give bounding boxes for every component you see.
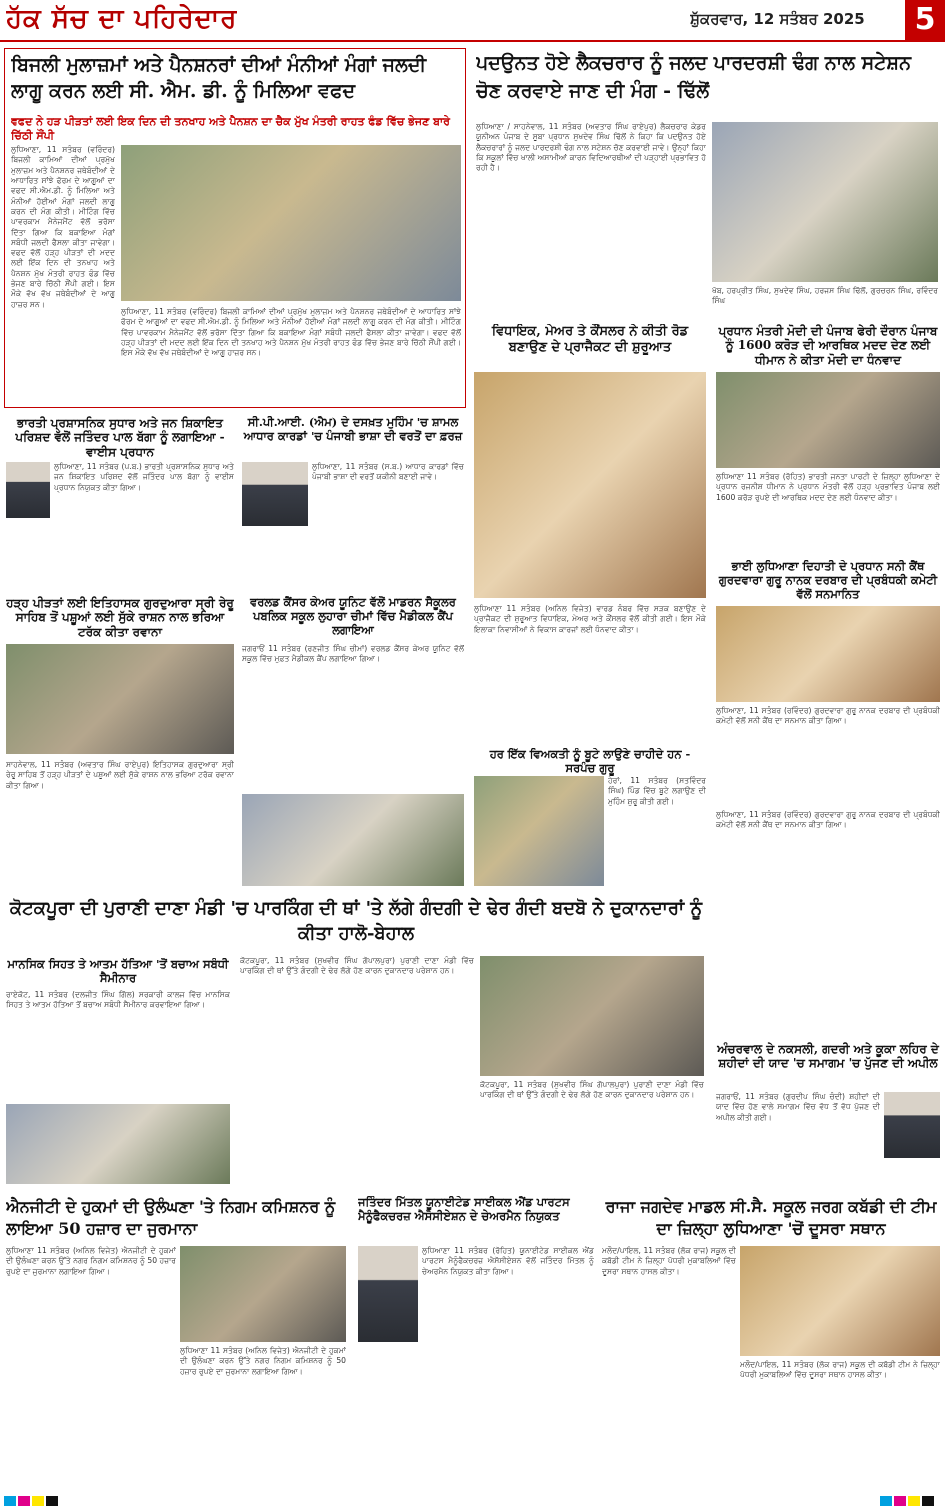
article-body-continued: ਲੁਧਿਆਣਾ 11 ਸਤੰਬਰ (ਅਨਿਲ ਵਿਜੇਤ) ਐਨਜੀਟੀ ਦੇ ਹੁਕਮਾਂ ਦੀ ਉਲੰਘਣਾ ਕਰਨ ਉੱਤੇ ਨਗਰ ਨਿਗਮ ਕਮਿਸ਼ਨਰ ਨੂੰ 50 ਹਜ਼ਾਰ ਰੁਪਏ ਦਾ ਜੁਰਮਾਨਾ ਲਗਾਇਆ ਗਿਆ। [180,1346,346,1376]
honour-photo [716,606,940,702]
article-body-continued: ਕੋਟਕਪੂਰਾ, 11 ਸਤੰਬਰ (ਸੁਖਵੀਰ ਸਿੰਘ ਗੋਪਾਲਪੁਰਾ) ਪੁਰਾਣੀ ਦਾਣਾ ਮੰਡੀ ਵਿੱਚ ਪਾਰਕਿੰਗ ਦੀ ਥਾਂ ਉੱਤੇ ਗੰਦਗੀ ਦੇ ਢੇਰ ਲੱਗੇ ਹੋਣ ਕਾਰਨ ਦੁਕਾਨਦਾਰ ਪਰੇਸ਼ਾਨ ਹਨ। [480,1080,704,1100]
article-headline: ਕੋਟਕਪੂਰਾ ਦੀ ਪੁਰਾਣੀ ਦਾਣਾ ਮੰਡੀ 'ਚ ਪਾਰਕਿੰਗ ਦੀ ਥਾਂ 'ਤੇ ਲੱਗੇ ਗੰਦਗੀ ਦੇ ਢੇਰ ਗੰਦੀ ਬਦਬੋ ਨੇ ਦੁਕਾਨਦਾਰਾਂ ਨੂੰ ਕੀਤਾ ਹਾਲੋ-ਬੇਹਾਲ [9,898,703,945]
newspaper-logo: ਹੱਕ ਸੱਚ ਦਾ ਪਹਿਰੇਦਾਰ [6,4,238,34]
article-headline: ਪ੍ਰਧਾਨ ਮੰਤਰੀ ਮੋਦੀ ਦੀ ਪੰਜਾਬ ਫੇਰੀ ਦੌਰਾਨ ਪੰਜਾਬ ਨੂੰ 1600 ਕਰੋੜ ਦੀ ਆਰਥਿਕ ਮਦਦ ਦੇਣ ਲਈ ਧੀਮਾਨ ਨੇ ਕੀਤਾ ਮੋਦੀ ਦਾ ਧੰਨਵਾਦ [718,324,938,367]
article-body: ਜਗਰਾਓਂ, 11 ਸਤੰਬਰ (ਗੁਰਦੀਪ ਸਿੰਘ ਚੰਦੀ) ਸ਼ਹੀਦਾਂ ਦੀ ਯਾਦ ਵਿੱਚ ਹੋਣ ਵਾਲੇ ਸਮਾਗਮ ਵਿੱਚ ਵੱਧ ਤੋਂ ਵੱਧ ਪੁੱਜਣ ਦੀ ਅਪੀਲ ਕੀਤੀ ਗਈ। [716,1092,880,1122]
article-body: ਰਾਏਕੋਟ, 11 ਸਤੰਬਰ (ਦਲਜੀਤ ਸਿੰਘ ਗਿੱਲ) ਸਰਕਾਰੀ ਕਾਲਜ ਵਿੱਚ ਮਾਨਸਿਕ ਸਿਹਤ ਤੇ ਆਤਮ ਹੱਤਿਆ ਤੋਂ ਬਚਾਅ ਸਬੰਧੀ ਸੈਮੀਨਾਰ ਕਰਵਾਇਆ ਗਿਆ। [6,990,230,1010]
article-body: ਲੁਧਿਆਣਾ, 11 ਸਤੰਬਰ (ਰਵਿੰਦਰ) ਗੁਰਦਵਾਰਾ ਗੁਰੂ ਨਾਨਕ ਦਰਬਾਰ ਦੀ ਪ੍ਰਬੰਧਕੀ ਕਮੇਟੀ ਵੱਲੋਂ ਸਨੀ ਕੈਂਥ ਦਾ ਸਨਮਾਨ ਕੀਤਾ ਗਿਆ। [716,706,940,726]
article-kabaddi [600,1194,942,1488]
article-body: ਲੁਧਿਆਣਾ 11 ਸਤੰਬਰ (ਅਨਿਲ ਵਿਜੇਤ) ਵਾਰਡ ਨੰਬਰ ਵਿੱਚ ਸੜਕ ਬਣਾਉਣ ਦੇ ਪ੍ਰਾਜੈਕਟ ਦੀ ਸ਼ੁਰੂਆਤ ਵਿਧਾਇਕ, ਮੇਅਰ ਅਤੇ ਕੌਂਸਲਰ ਵੱਲੋਂ ਕੀਤੀ ਗਈ। ਇਸ ਮੌਕੇ ਇਲਾਕਾ ਨਿਵਾਸੀਆਂ ਨੇ ਵਿਕਾਸ ਕਾਰਜਾਂ ਲਈ ਧੰਨਵਾਦ ਕੀਤਾ। [474,604,706,634]
article-body: ਹੇਰਾਂ, 11 ਸਤੰਬਰ (ਸਤਵਿੰਦਰ ਸਿੰਘ) ਪਿੰਡ ਵਿੱਚ ਬੂਟੇ ਲਗਾਉਣ ਦੀ ਮੁਹਿੰਮ ਸ਼ੁਰੂ ਕੀਤੀ ਗਈ। [608,776,706,806]
photo-caption: ਖੱਬ, ਹਰਪ੍ਰੀਤ ਸਿੰਘ, ਸੁਖਦੇਵ ਸਿੰਘ, ਹਰਜਸ ਸਿੰਘ ਢਿੱਲੋਂ, ਗੁਰਚਰਨ ਸਿੰਘ, ਰਵਿੰਦਰ ਸਿੰਘ [712,286,938,306]
article-body-continued: ਲੁਧਿਆਣਾ, 11 ਸਤੰਬਰ (ਵਰਿੰਦਰ) ਬਿਜਲੀ ਕਾਮਿਆਂ ਦੀਆਂ ਪ੍ਰਮੁੱਖ ਮੁਲਾਜ਼ਮ ਅਤੇ ਪੈਨਸ਼ਨਰ ਜਥੇਬੰਦੀਆਂ ਦੇ ਆਧਾਰਿਤ ਸਾਂਝੇ ਫੋਰਮ ਦੇ ਆਗੂਆਂ ਦਾ ਵਫਦ ਸੀ.ਐਮ.ਡੀ. ਨੂੰ ਮਿਲਿਆ ਅਤੇ ਮੰਨੀਆਂ ਹੋਈਆਂ ਮੰਗਾਂ ਜਲਦੀ ਲਾਗੂ ਕਰਨ ਦੀ ਮੰਗ ਕੀਤੀ। ਮੀਟਿੰਗ ਵਿੱਚ ਪਾਵਰਕਾਮ ਮੈਨੇਜਮੈਂਟ ਵੱਲੋਂ ਭਰੋਸਾ ਦਿੱਤਾ ਗਿਆ ਕਿ ਬਕਾਇਆ ਮੰਗਾਂ ਸਬੰਧੀ ਜਲਦੀ ਫੈਸਲਾ ਕੀਤਾ ਜਾਵੇਗਾ। ਵਫਦ ਵੱਲੋਂ ਹੜ੍ਹ ਪੀੜਤਾਂ ਦੀ ਮਦਦ ਲਈ ਇੱਕ ਦਿਨ ਦੀ ਤਨਖਾਹ ਅਤੇ ਪੈਨਸ਼ਨ ਮੁੱਖ ਮੰਤਰੀ ਰਾਹਤ ਫੰਡ ਵਿੱਚ ਭੇਜਣ ਬਾਰੇ ਚਿੱਠੀ ਸੌਂਪੀ ਗਈ। ਇਸ ਮੌਕੇ ਵੱਖ ਵੱਖ ਜਥੇਬੰਦੀਆਂ ਦੇ ਆਗੂ ਹਾਜ਼ਰ ਸਨ। [121,307,461,358]
article-body: ਸਾਹਨੇਵਾਲ, 11 ਸਤੰਬਰ (ਅਵਤਾਰ ਸਿੰਘ ਰਾਏਪੁਰ) ਇਤਿਹਾਸਕ ਗੁਰਦੁਆਰਾ ਸ੍ਰੀ ਰੇਰੂ ਸਾਹਿਬ ਤੋਂ ਹੜ੍ਹ ਪੀੜਤਾਂ ਦੇ ਪਸ਼ੂਆਂ ਲਈ ਸੁੱਕੇ ਰਾਸ਼ਨ ਨਾਲ ਭਰਿਆ ਟਰੱਕ ਰਵਾਨਾ ਕੀਤਾ ਗਿਆ। [6,760,234,790]
article-headline: ਅੰਚਰਵਾਲ ਦੇ ਨਕਸਲੀ, ਗਦਰੀ ਅਤੇ ਕੂਕਾ ਲਹਿਰ ਦੇ ਸ਼ਹੀਦਾਂ ਦੀ ਯਾਦ 'ਚ ਸਮਾਗਮ 'ਚ ਪੁੱਜਣ ਦੀ ਅਪੀਲ [717,1042,939,1071]
article-bijli [4,48,466,408]
truck-photo [6,644,234,754]
article-headline: ਭਾਰਤੀ ਪ੍ਰਸ਼ਾਸਨਿਕ ਸੁਧਾਰ ਅਤੇ ਜਨ ਸ਼ਿਕਾਇਤ ਪਰਿਸ਼ਦ ਵੱਲੋਂ ਜਤਿੰਦਰ ਪਾਲ ਬੱਗਾ ਨੂੰ ਲਗਾਇਆ - ਵਾਈਸ ਪ੍ਰਧਾਨ [15,416,225,459]
article-headline: ਸੀ.ਪੀ.ਆਈ. (ਐਮ) ਦੇ ਦਸਖ਼ਤ ਮੁਹਿੰਮ 'ਚ ਸ਼ਾਮਲ ਆਧਾਰ ਕਾਰਡਾਂ 'ਚ ਪੰਜਾਬੀ ਭਾਸ਼ਾ ਦੀ ਵਰਤੋਂ ਦਾ ਫ਼ਰਜ਼ [243,416,463,443]
portrait-photo [884,1092,940,1158]
article-modi [714,322,942,554]
article-body: ਲੁਧਿਆਣਾ 11 ਸਤੰਬਰ (ਰੋਹਿਤ) ਯੂਨਾਈਟੇਡ ਸਾਈਕਲ ਐਂਡ ਪਾਰਟਸ ਮੈਨੂੰਫੈਕਚਰਜ਼ ਐਸੋਸੀਏਸ਼ਨ ਵੱਲੋਂ ਜਤਿੰਦਰ ਮਿੱਤਲ ਨੂੰ ਚੇਅਰਮੈਨ ਨਿਯੁਕਤ ਕੀਤਾ ਗਿਆ। [422,1246,594,1276]
article-headline: ਰਾਜਾ ਜਗਦੇਵ ਮਾਡਲ ਸੀ.ਸੈ. ਸਕੂਲ ਜਰਗ ਕਬੱਡੀ ਦੀ ਟੀਮ ਦਾ ਜ਼ਿਲ੍ਹਾ ਲੁਧਿਆਣਾ 'ਚੋਂ ਦੂਸਰਾ ਸਥਾਨ [605,1197,937,1238]
article-body: ਲੁਧਿਆਣਾ 11 ਸਤੰਬਰ (ਰੋਹਿਤ) ਭਾਰਤੀ ਜਨਤਾ ਪਾਰਟੀ ਦੇ ਜ਼ਿਲ੍ਹਾ ਲੁਧਿਆਣਾ ਦੇ ਪ੍ਰਧਾਨ ਰਜਨੀਸ਼ ਧੀਮਾਨ ਨੇ ਪ੍ਰਧਾਨ ਮੰਤਰੀ ਵੱਲੋਂ ਹੜ੍ਹ ਪ੍ਰਭਾਵਿਤ ਪੰਜਾਬ ਲਈ 1600 ਕਰੋੜ ਰੁਪਏ ਦੀ ਆਰਥਿਕ ਮਦਦ ਦੇਣ ਲਈ ਧੰਨਵਾਦ ਕੀਤਾ। [716,472,940,502]
seminar-photo [6,1104,230,1184]
article-headline: ਵਿਧਾਇਕ, ਮੇਅਰ ਤੇ ਕੌਂਸਲਰ ਨੇ ਕੀਤੀ ਰੋਡ ਬਣਾਉਣ ਦੇ ਪ੍ਰਾਜੈਕਟ ਦੀ ਸ਼ੁਰੂਆਤ [491,324,689,355]
article-body: ਕੋਟਕਪੂਰਾ, 11 ਸਤੰਬਰ (ਸੁਖਵੀਰ ਸਿੰਘ ਗੋਪਾਲਪੁਰਾ) ਪੁਰਾਣੀ ਦਾਣਾ ਮੰਡੀ ਵਿੱਚ ਪਾਰਕਿੰਗ ਦੀ ਥਾਂ ਉੱਤੇ ਗੰਦਗੀ ਦੇ ਢੇਰ ਲੱਗੇ ਹੋਣ ਕਾਰਨ ਦੁਕਾਨਦਾਰ ਪਰੇਸ਼ਾਨ ਹਨ। [240,956,474,976]
article-headline: ਐਨਜੀਟੀ ਦੇ ਹੁਕਮਾਂ ਦੀ ਉਲੰਘਣਾ 'ਤੇ ਨਿਗਮ ਕਮਿਸ਼ਨਰ ਨੂੰ ਲਾਇਆ 50 ਹਜ਼ਾਰ ਦਾ ਜੁਰਮਾਨਾ [6,1197,336,1238]
article-body: ਲੁਧਿਆਣਾ, 11 ਸਤੰਬਰ (ਸ.ਬ.) ਆਧਾਰ ਕਾਰਡਾਂ ਵਿੱਚ ਪੰਜਾਬੀ ਭਾਸ਼ਾ ਦੀ ਵਰਤੋਂ ਯਕੀਨੀ ਬਣਾਈ ਜਾਵੇ। [312,462,464,482]
group-photo [712,122,938,282]
article-shaheed [714,808,942,1180]
team-photo [740,1246,940,1356]
article-bharti [4,414,236,590]
article-body-preceding: ਲੁਧਿਆਣਾ, 11 ਸਤੰਬਰ (ਰਵਿੰਦਰ) ਗੁਰਦਵਾਰਾ ਗੁਰੂ ਨਾਨਕ ਦਰਬਾਰ ਦੀ ਪ੍ਰਬੰਧਕੀ ਕਮੇਟੀ ਵੱਲੋਂ ਸਨੀ ਕੈਂਥ ਦਾ ਸਨਮਾਨ ਕੀਤਾ ਗਿਆ। [716,810,940,830]
article-trees [472,746,708,890]
article-body: ਲੁਧਿਆਣਾ, 11 ਸਤੰਬਰ (ਪ.ਬ.) ਭਾਰਤੀ ਪ੍ਰਸ਼ਾਸਨਿਕ ਸੁਧਾਰ ਅਤੇ ਜਨ ਸ਼ਿਕਾਇਤ ਪਰਿਸ਼ਦ ਵੱਲੋਂ ਜਤਿੰਦਰ ਪਾਲ ਬੱਗਾ ਨੂੰ ਵਾਈਸ ਪ੍ਰਧਾਨ ਨਿਯੁਕਤ ਕੀਤਾ ਗਿਆ। [54,462,234,492]
article-headline: ਜਤਿੰਦਰ ਮਿੱਤਲ ਯੂਨਾਈਟੇਡ ਸਾਈਕਲ ਐਂਡ ਪਾਰਟਸ ਮੈਨੂੰਫੈਕਚਰਜ਼ ਐਸੋਸੀਏਸ਼ਨ ਦੇ ਚੇਅਰਮੈਨ ਨਿਯੁਕਤ [358,1196,570,1223]
article-headline: ਪਦਉਨਤ ਹੋਏ ਲੈਕਚਰਾਰ ਨੂੰ ਜਲਦ ਪਾਰਦਰਸ਼ੀ ਢੰਗ ਨਾਲ ਸਟੇਸ਼ਨ ਚੋਣ ਕਰਵਾਏ ਜਾਣ ਦੀ ਮੰਗ - ਢਿੱਲੋਂ [476,52,911,102]
article-body-continued: ਮਲੌਦ/ਪਾਇਲ, 11 ਸਤੰਬਰ (ਲੋਕ ਰਾਜ) ਸਕੂਲ ਦੀ ਕਬੱਡੀ ਟੀਮ ਨੇ ਜ਼ਿਲ੍ਹਾ ਪੱਧਰੀ ਮੁਕਾਬਲਿਆਂ ਵਿੱਚ ਦੂਸਰਾ ਸਥਾਨ ਹਾਸਲ ਕੀਤਾ। [740,1360,940,1380]
leaders-photo [716,372,940,468]
site-photo [180,1246,346,1342]
event-photo [474,372,706,598]
article-headline: ਹੜ੍ਹ ਪੀੜਤਾਂ ਲਈ ਇਤਿਹਾਸਕ ਗੁਰਦੁਆਰਾ ਸ੍ਰੀ ਰੇਰੂ ਸਾਹਿਬ ਤੋਂ ਪਸ਼ੂਆਂ ਲਈ ਸੁੱਕੇ ਰਾਸ਼ਨ ਨਾਲ ਭਰਿਆ ਟਰੱਕ ਕੀਤਾ ਰਵਾਨਾ [6,596,234,639]
portrait-photo [6,462,50,518]
article-cancer [240,594,466,890]
article-bhai [714,558,942,804]
article-body: ਮਲੌਦ/ਪਾਇਲ, 11 ਸਤੰਬਰ (ਲੋਕ ਰਾਜ) ਸਕੂਲ ਦੀ ਕਬੱਡੀ ਟੀਮ ਨੇ ਜ਼ਿਲ੍ਹਾ ਪੱਧਰੀ ਮੁਕਾਬਲਿਆਂ ਵਿੱਚ ਦੂਸਰਾ ਸਥਾਨ ਹਾਸਲ ਕੀਤਾ। [602,1246,736,1276]
article-gurdwara [4,594,236,894]
article-vidhayak [472,322,708,742]
article-headline: ਮਾਨਸਿਕ ਸਿਹਤ ਤੇ ਆਤਮ ਹੱਤਿਆ 'ਤੋਂ ਬਚਾਅ ਸਬੰਧੀ ਸੈਮੀਨਾਰ [7,958,229,985]
article-headline: ਭਾਈ ਲੁਧਿਆਣਾ ਦਿਹਾਤੀ ਦੇ ਪ੍ਰਧਾਨ ਸਨੀ ਕੈਂਥ ਗੁਰਦਵਾਰਾ ਗੁਰੂ ਨਾਨਕ ਦਰਬਾਰ ਦੀ ਪ੍ਰਬੰਧਕੀ ਕਮੇਟੀ ਵੱਲੋਂ ਸਨਮਾਨਿਤ [718,560,938,601]
color-swatches-left [4,1493,64,1506]
masthead [0,0,945,42]
article-cpi [240,414,466,590]
article-headline: ਬਿਜਲੀ ਮੁਲਾਜ਼ਮਾਂ ਅਤੇ ਪੈਨਸ਼ਨਰਾਂ ਦੀਆਂ ਮੰਨੀਆਂ ਮੰਗਾਂ ਜਲਦੀ ਲਾਗੂ ਕਰਨ ਲਈ ਸੀ. ਐਮ. ਡੀ. ਨੂੰ ਮਿਲਿਆ ਵਫਦ [11,54,427,102]
article-body: ਲੁਧਿਆਣਾ, 11 ਸਤੰਬਰ (ਵਰਿੰਦਰ) ਬਿਜਲੀ ਕਾਮਿਆਂ ਦੀਆਂ ਪ੍ਰਮੁੱਖ ਮੁਲਾਜ਼ਮ ਅਤੇ ਪੈਨਸ਼ਨਰ ਜਥੇਬੰਦੀਆਂ ਦੇ ਆਧਾਰਿਤ ਸਾਂਝੇ ਫੋਰਮ ਦੇ ਆਗੂਆਂ ਦਾ ਵਫਦ ਸੀ.ਐਮ.ਡੀ. ਨੂੰ ਮਿਲਿਆ ਅਤੇ ਮੰਨੀਆਂ ਹੋਈਆਂ ਮੰਗਾਂ ਜਲਦੀ ਲਾਗੂ ਕਰਨ ਦੀ ਮੰਗ ਕੀਤੀ। ਮੀਟਿੰਗ ਵਿੱਚ ਪਾਵਰਕਾਮ ਮੈਨੇਜਮੈਂਟ ਵੱਲੋਂ ਭਰੋਸਾ ਦਿੱਤਾ ਗਿਆ ਕਿ ਬਕਾਇਆ ਮੰਗਾਂ ਸਬੰਧੀ ਜਲਦੀ ਫੈਸਲਾ ਕੀਤਾ ਜਾਵੇਗਾ। ਵਫਦ ਵੱਲੋਂ ਹੜ੍ਹ ਪੀੜਤਾਂ ਦੀ ਮਦਦ ਲਈ ਇੱਕ ਦਿਨ ਦੀ ਤਨਖਾਹ ਅਤੇ ਪੈਨਸ਼ਨ ਮੁੱਖ ਮੰਤਰੀ ਰਾਹਤ ਫੰਡ ਵਿੱਚ ਭੇਜਣ ਬਾਰੇ ਚਿੱਠੀ ਸੌਂਪੀ ਗਈ। ਇਸ ਮੌਕੇ ਵੱਖ ਵੱਖ ਜਥੇਬੰਦੀਆਂ ਦੇ ਆਗੂ ਹਾਜ਼ਰ ਸਨ। [11,145,115,309]
article-headline: ਹਰ ਇੱਕ ਵਿਅਕਤੀ ਨੂੰ ਬੂਟੇ ਲਾਉਣੇ ਚਾਹੀਦੇ ਹਨ - ਸਰਪੰਚ ਗੁਰੂ [489,748,691,775]
article-cycle [356,1194,596,1488]
article-subhead: ਵਫਦ ਨੇ ਹੜ ਪੀੜਤਾਂ ਲਈ ਇਕ ਦਿਨ ਦੀ ਤਨਖਾਹ ਅਤੇ ਪੈਨਸ਼ਨ ਦਾ ਚੈਕ ਮੁੱਖ ਮੰਤਰੀ ਰਾਹਤ ਫੰਡ ਵਿੱਚ ਭੇਜਣ ਬਾਰੇ ਚਿੱਠੀ ਸੌਂਪੀ [11,115,450,142]
camp-photo [242,794,464,886]
article-body: ਲੁਧਿਆਣਾ / ਸਾਹਨੇਵਾਲ, 11 ਸਤੰਬਰ (ਅਵਤਾਰ ਸਿੰਘ ਰਾਏਪੁਰ) ਲੈਕਚਰਾਰ ਕੇਡਰ ਯੂਨੀਅਨ ਪੰਜਾਬ ਦੇ ਸੂਬਾ ਪ੍ਰਧਾਨ ਸੁਖਦੇਵ ਸਿੰਘ ਢਿੱਲੋਂ ਨੇ ਕਿਹਾ ਕਿ ਪਦਉਨਤ ਹੋਏ ਲੈਕਚਰਾਰਾਂ ਨੂੰ ਜਲਦ ਪਾਰਦਰਸ਼ੀ ਢੰਗ ਨਾਲ ਸਟੇਸ਼ਨ ਚੋਣ ਕਰਵਾਈ ਜਾਵੇ। ਉਨ੍ਹਾਂ ਕਿਹਾ ਕਿ ਸਕੂਲਾਂ ਵਿੱਚ ਖਾਲੀ ਅਸਾਮੀਆਂ ਕਾਰਨ ਵਿਦਿਆਰਥੀਆਂ ਦੀ ਪੜ੍ਹਾਈ ਪ੍ਰਭਾਵਿਤ ਹੋ ਰਹੀ ਹੈ। [476,122,706,173]
article-headline: ਵਰਲਡ ਕੈਂਸਰ ਕੇਅਰ ਯੂਨਿਟ ਵੱਲੋਂ ਮਾਡਰਨ ਸੈਕੂਲਰ ਪਬਲਿਕ ਸਕੂਲ ਲੁਹਾਰਾ ਚੀਮਾਂ ਵਿੱਚ ਮੈਡੀਕਲ ਕੈਂਪ ਲਗਾਇਆ [250,596,456,637]
garbage-photo [480,956,704,1076]
group-photo [121,145,461,301]
plantation-photo [474,776,604,886]
article-lecturer [472,48,942,318]
print-registration-strip [0,1492,945,1507]
color-swatches-right [880,1493,940,1506]
article-ngt [4,1194,350,1488]
page-number: 5 [905,0,945,40]
article-seminar [4,956,232,1188]
article-body: ਜਗਰਾਓਂ 11 ਸਤੰਬਰ (ਰਣਜੀਤ ਸਿੰਘ ਚੀਮਾਂ) ਵਰਲਡ ਕੈਂਸਰ ਕੇਅਰ ਯੂਨਿਟ ਵੱਲੋਂ ਸਕੂਲ ਵਿੱਚ ਮੁਫ਼ਤ ਮੈਡੀਕਲ ਕੈਂਪ ਲਗਾਇਆ ਗਿਆ। [242,644,464,664]
edition-date: ਸ਼ੁੱਕਰਵਾਰ, 12 ਸਤੰਬਰ 2025 [690,10,865,28]
portrait-photo [358,1246,418,1342]
portrait-photo [242,462,308,526]
article-body: ਲੁਧਿਆਣਾ 11 ਸਤੰਬਰ (ਅਨਿਲ ਵਿਜੇਤ) ਐਨਜੀਟੀ ਦੇ ਹੁਕਮਾਂ ਦੀ ਉਲੰਘਣਾ ਕਰਨ ਉੱਤੇ ਨਗਰ ਨਿਗਮ ਕਮਿਸ਼ਨਰ ਨੂੰ 50 ਹਜ਼ਾਰ ਰੁਪਏ ਦਾ ਜੁਰਮਾਨਾ ਲਗਾਇਆ ਗਿਆ। [6,1246,176,1276]
